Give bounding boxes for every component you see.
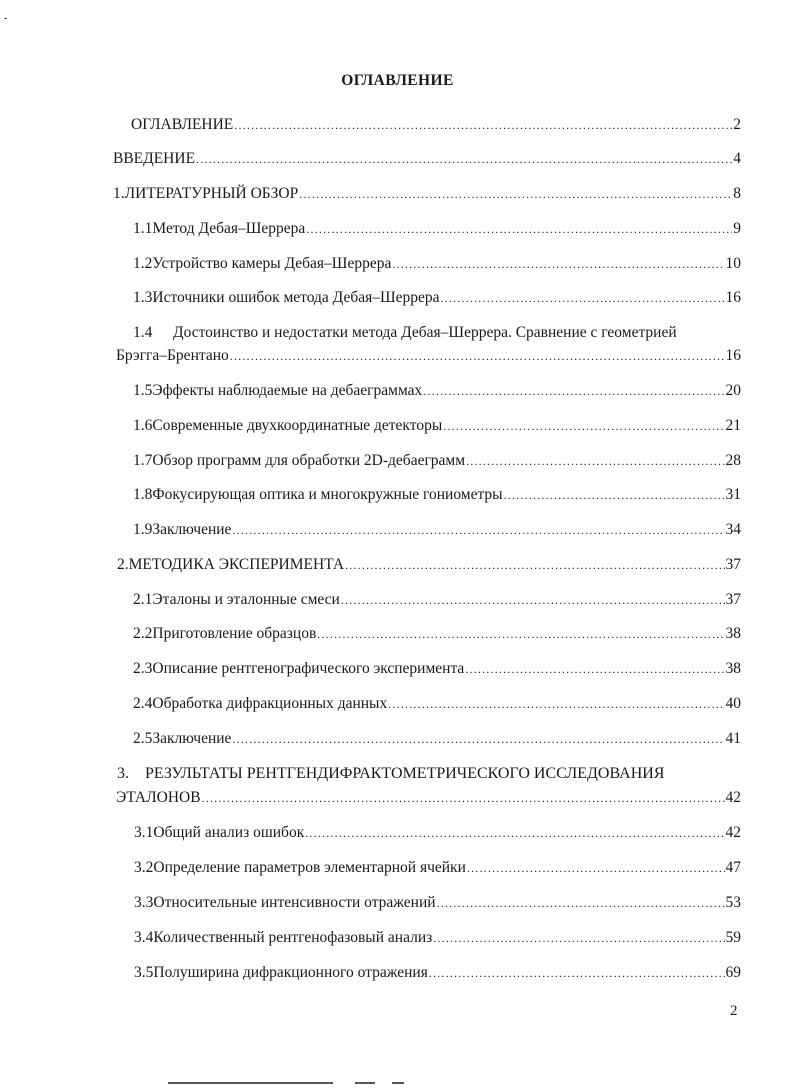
toc-entry-page: 38 — [725, 625, 741, 642]
toc-entry-page: 69 — [725, 964, 741, 981]
toc-entry-page: 47 — [725, 859, 741, 876]
toc-entry-text: Заключение — [152, 521, 232, 538]
toc-entry-page: 37 — [725, 556, 741, 573]
footer-scan-rule — [392, 1082, 404, 1084]
toc-entry-number: 3.3 — [134, 894, 154, 911]
toc-leader-dots — [232, 520, 724, 540]
toc-entry-page: 34 — [725, 521, 741, 538]
toc-leader-dots — [317, 624, 724, 644]
toc-entry-section-3-4[interactable] — [134, 928, 741, 948]
toc-entry-number: 3.5 — [134, 964, 154, 981]
toc-entry-number: 1.2 — [133, 255, 153, 272]
toc-entry-text: ВВЕДЕНИЕ — [113, 150, 196, 167]
toc-leader-dots — [299, 184, 732, 204]
toc-entry-number: 3. — [117, 765, 129, 782]
toc-entry-section-3-5[interactable] — [134, 963, 741, 983]
toc-entry-text: ЛИТЕРАТУРНЫЙ ОБЗОР — [124, 185, 299, 202]
toc-entry-number: 3.2 — [134, 859, 154, 876]
toc-leader-dots — [504, 485, 725, 505]
toc-entry-text: Заключение — [152, 730, 232, 747]
toc-entry-section-2-4[interactable] — [133, 694, 741, 714]
toc-entry-text: Общий анализ ошибок — [153, 824, 305, 841]
toc-entry-page: 20 — [725, 382, 741, 399]
toc-entry-page: 2 — [733, 116, 741, 133]
toc-entry-number: 1.6 — [133, 417, 153, 434]
toc-entry-text: Эффекты наблюдаемые на дебаеграммах — [152, 382, 423, 399]
toc-leader-dots — [466, 451, 724, 471]
toc-entry-section-2-2[interactable] — [133, 624, 741, 644]
toc-leader-dots — [305, 823, 724, 843]
toc-leader-dots — [433, 928, 724, 948]
toc-entry-page: 21 — [725, 417, 741, 434]
toc-entry-number: 2.1 — [133, 591, 153, 608]
toc-entry-section-1-3[interactable] — [133, 288, 741, 308]
toc-entry-text: Количественный рентгенофазовый анализ — [153, 929, 433, 946]
toc-leader-dots — [437, 893, 725, 913]
toc-entry-text: МЕТОДИКА ЭКСПЕРИМЕНТА — [128, 556, 345, 573]
toc-entry-section-3-3[interactable] — [134, 893, 741, 913]
toc-entry-section-2-5[interactable] — [133, 729, 741, 749]
toc-entry-contents[interactable] — [131, 115, 741, 135]
toc-leader-dots — [429, 963, 725, 983]
toc-entry-number: 3.4 — [134, 929, 154, 946]
toc-leader-dots — [202, 788, 725, 808]
toc-leader-dots — [441, 288, 725, 308]
toc-entry-section-3-1[interactable] — [134, 823, 741, 843]
toc-entry-section-1-1[interactable] — [133, 219, 741, 239]
toc-entry-section-2-3[interactable] — [133, 659, 741, 679]
toc-entry-number: 1.3 — [133, 289, 153, 306]
toc-entry-number: 1.5 — [133, 382, 153, 399]
toc-leader-dots — [465, 659, 724, 679]
toc-entry-text: Относительные интенсивности отражений — [153, 894, 436, 911]
toc-entry-number: 1.7 — [133, 452, 153, 469]
toc-entry-page: 53 — [725, 894, 741, 911]
toc-entry-text: Метод Дебая–Шеррера — [152, 220, 306, 237]
toc-entry-number: 2.2 — [133, 625, 153, 642]
toc-entry-section-1-2[interactable] — [133, 254, 741, 274]
toc-leader-dots — [467, 858, 725, 878]
toc-entry-page: 38 — [725, 660, 741, 677]
toc-entry-text: Устройство камеры Дебая–Шеррера — [152, 255, 392, 272]
toc-entry-section-1-9[interactable] — [133, 520, 741, 540]
toc-entry-text: Приготовление образцов — [152, 625, 317, 642]
toc-leader-dots — [345, 555, 724, 575]
toc-leader-dots — [234, 115, 732, 135]
toc-entry-section-1-8[interactable] — [133, 485, 741, 505]
toc-entry-page: 28 — [725, 452, 741, 469]
toc-entry-page: 41 — [725, 730, 741, 747]
toc-entry-number: 2.3 — [133, 660, 153, 677]
toc-entry-section-3-2[interactable] — [134, 858, 741, 878]
toc-entry-number: 2. — [117, 556, 129, 573]
toc-entry-number: 1.8 — [133, 486, 153, 503]
toc-leader-dots — [443, 416, 724, 436]
toc-leader-dots — [232, 729, 724, 749]
toc-entry-number: 2.5 — [133, 730, 153, 747]
toc-entry-text: Источники ошибок метода Дебая–Шеррера — [152, 289, 440, 306]
toc-entry-chapter-3[interactable] — [117, 764, 664, 784]
toc-entry-section-2-1[interactable] — [133, 590, 741, 610]
toc-entry-page: 42 — [725, 789, 741, 806]
toc-entry-number: 2.4 — [133, 695, 153, 712]
toc-entry-page: 37 — [725, 591, 741, 608]
toc-leader-dots — [196, 149, 732, 169]
toc-entry-text: Полуширина дифракционного отражения — [153, 964, 428, 981]
toc-entry-text: Определение параметров элементарной ячейки — [153, 859, 466, 876]
toc-entry-text: РЕЗУЛЬТАТЫ РЕНТГЕНДИФРАКТОМЕТРИЧЕСКОГО ИССЛЕДОВАНИЯ — [145, 765, 665, 782]
toc-entry-section-1-6[interactable] — [133, 416, 741, 436]
toc-entry-page: 9 — [733, 220, 741, 237]
toc-entry-section-1-7[interactable] — [133, 451, 741, 471]
toc-entry-number: 1. — [113, 185, 125, 202]
toc-entry-page: 31 — [725, 486, 741, 503]
toc-leader-dots — [230, 346, 725, 366]
toc-entry-number: 1.4 — [133, 324, 153, 341]
toc-title: ОГЛАВЛЕНИЕ — [341, 72, 454, 89]
toc-entry-section-1-5[interactable] — [133, 381, 741, 401]
toc-leader-dots — [392, 254, 724, 274]
toc-entry-page: 16 — [725, 289, 741, 306]
toc-entry-text: Достоинство и недостатки метода Дебая–Шеррера. Сравнение с геометрией — [173, 324, 677, 341]
toc-entry-page: 8 — [733, 185, 741, 202]
toc-entry-page: 59 — [725, 929, 741, 946]
toc-entry-text-continuation: Брэгга–Брентано — [116, 347, 229, 364]
toc-entry-text: Обзор программ для обработки 2D-дебаеграмм — [152, 452, 466, 469]
toc-entry-text: Фокусирующая оптика и многокружные гониометры — [152, 486, 503, 503]
footer-scan-rule — [168, 1082, 333, 1084]
toc-entry-page: 42 — [725, 824, 741, 841]
toc-entry-chapter-3-continuation[interactable] — [116, 788, 741, 808]
toc-entry-number: 3.1 — [134, 824, 154, 841]
toc-leader-dots — [306, 219, 732, 239]
toc-entry-page: 40 — [725, 695, 741, 712]
toc-entry-text: Современные двухкоординатные детекторы — [152, 417, 443, 434]
footer-scan-rule — [355, 1082, 375, 1084]
toc-entry-number: 1.9 — [133, 521, 153, 538]
corner-mark: - — [4, 13, 8, 24]
toc-entry-section-1-4-continuation[interactable] — [116, 346, 741, 366]
toc-leader-dots — [341, 590, 725, 610]
toc-entry-page: 4 — [733, 150, 741, 167]
toc-leader-dots — [423, 381, 724, 401]
toc-leader-dots — [388, 694, 724, 714]
toc-entry-introduction[interactable] — [113, 149, 741, 169]
toc-entry-text-continuation: ЭТАЛОНОВ — [116, 789, 201, 806]
toc-entry-page: 16 — [725, 347, 741, 364]
toc-entry-text: Описание рентгенографического эксперимента — [152, 660, 465, 677]
toc-entry-chapter-1[interactable] — [113, 184, 741, 204]
toc-entry-chapter-2[interactable] — [117, 555, 741, 575]
toc-entry-section-1-4[interactable] — [133, 323, 741, 343]
toc-entry-text: Обработка дифракционных данных — [152, 695, 388, 712]
page-number: 2 — [730, 1003, 738, 1019]
toc-entry-text: Эталоны и эталонные смеси — [152, 591, 340, 608]
toc-entry-text: ОГЛАВЛЕНИЕ — [131, 116, 234, 133]
toc-entry-page: 10 — [725, 255, 741, 272]
toc-entry-number: 1.1 — [133, 220, 153, 237]
